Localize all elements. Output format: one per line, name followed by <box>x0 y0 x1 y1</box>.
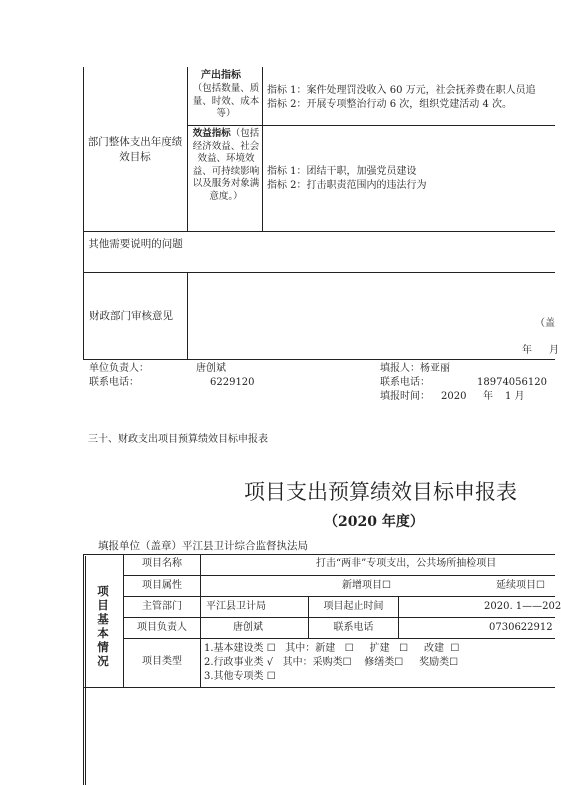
row-label-goal: 部门整体支出年度绩效目标 <box>87 136 183 163</box>
value-new-project: 新增项目☐ <box>342 580 391 591</box>
table-divider <box>83 231 555 232</box>
benefit-indicator-cell <box>192 128 260 203</box>
fill-year-char: 年 <box>483 391 493 402</box>
review-month: 月 <box>549 345 559 356</box>
project-type-line3: 3.其他专项类 ☐ <box>204 671 276 682</box>
benefit-indicator-line2: 指标 2：打击职责范围内的违法行为 <box>267 180 427 191</box>
fill-unit: 填报单位（盖章）平江县卫计综合监督执法局 <box>98 540 308 552</box>
unit-head-label: 单位负责人： <box>89 363 149 374</box>
phone-label-2: 联系电话： <box>380 377 430 388</box>
table-border-top <box>83 554 555 555</box>
form-year: （2020 年度） <box>324 514 424 530</box>
table-divider <box>83 687 555 688</box>
label-contact-phone: 联系电话 <box>333 622 374 633</box>
table-divider <box>200 554 201 687</box>
output-indicator-title: 产出指标 <box>201 70 241 81</box>
table-divider <box>262 67 263 231</box>
form-title: 项目支出预算绩效目标申报表 <box>244 480 517 504</box>
table-border-left-double <box>85 556 86 785</box>
output-indicator-line2: 指标 2：开展专项整治行动 6 次，组织党建活动 4 次。 <box>267 99 512 110</box>
table-border-left <box>83 67 84 359</box>
label-department: 主管部门 <box>142 601 182 612</box>
table-divider <box>187 125 555 126</box>
label-project-name: 项目名称 <box>142 558 182 569</box>
project-type-line2: 2.行政事业类 √ 其中：采购类☐ 修缮类☐ 奖励类☐ <box>204 657 459 668</box>
fill-time-label: 填报时间： <box>380 391 430 402</box>
fill-year: 2020 <box>441 391 467 402</box>
table-divider <box>123 617 555 618</box>
value-contact-phone: 0730622912 <box>489 622 553 633</box>
value-project-name: 打击“两非”专项支出，公共场所抽检项目 <box>316 558 497 569</box>
label-project-attribute: 项目属性 <box>142 580 182 591</box>
benefit-indicator-line1: 指标 1：团结干职，加强党员建设 <box>267 166 417 177</box>
table-divider <box>123 575 555 576</box>
table-border-left <box>83 554 84 785</box>
label-project-lead: 项目负责人 <box>137 622 187 633</box>
label-project-type: 项目类型 <box>142 656 182 667</box>
review-year: 年 <box>522 345 532 356</box>
table-divider <box>187 272 188 359</box>
finance-review-label: 财政部门审核意见 <box>89 310 173 322</box>
other-notes-label: 其他需要说明的问题 <box>88 238 183 250</box>
output-indicator-line1: 指标 1：案件处理罚没收入 60 万元，社会抚养费在职人员追 <box>267 85 536 96</box>
value-continued-project: 延续项目☐ <box>496 580 545 591</box>
unit-head-name: 唐创斌 <box>196 363 226 374</box>
table-divider <box>123 596 555 597</box>
section-label-basic-info: 项目基本情况 <box>97 584 109 668</box>
seal-note: （盖 <box>535 318 555 329</box>
phone-label: 联系电话： <box>89 377 139 388</box>
project-type-line1: 1.基本建设类 ☐ 其中：新建 ☐ 扩建 ☐ 改建 ☐ <box>204 643 460 654</box>
section-heading: 三十、财政支出项目预算绩效目标申报表 <box>88 434 268 445</box>
output-indicator-desc: （包括数量、质量、时效、成本等） <box>192 83 260 119</box>
fill-month: 1 月 <box>505 391 525 402</box>
table-divider <box>83 272 555 273</box>
table-divider <box>123 638 555 639</box>
value-project-period: 2020. 1——202 <box>484 601 561 612</box>
phone-number-2: 18974056120 <box>477 377 547 388</box>
benefit-indicator-desc: （包括经济效益、社会效益、环境效益、可持续影响以及服务对象满意度。） <box>192 128 260 202</box>
value-project-lead: 唐创斌 <box>233 622 263 633</box>
benefit-indicator-title: 效益指标 <box>192 128 231 139</box>
phone-number: 6229120 <box>210 377 255 388</box>
value-department: 平江县卫计局 <box>206 601 266 612</box>
filler-label: 填报人：杨亚丽 <box>380 363 450 374</box>
label-project-period: 项目起止时间 <box>323 601 384 612</box>
table-divider <box>187 67 188 231</box>
table-border-bottom <box>83 359 555 360</box>
